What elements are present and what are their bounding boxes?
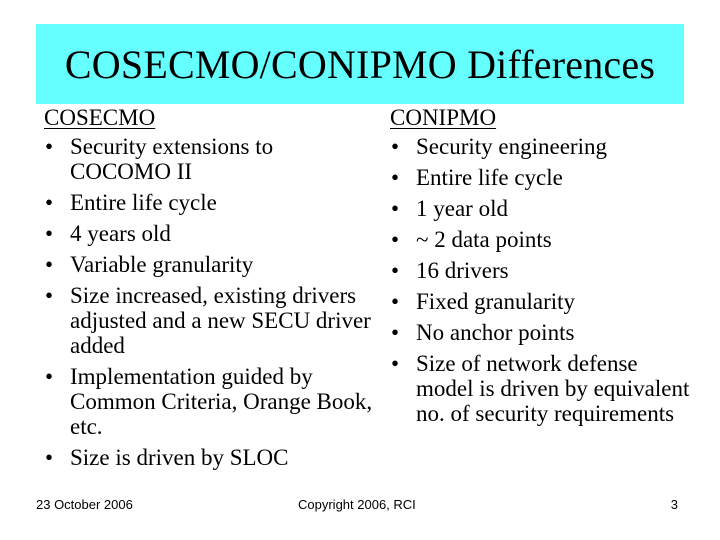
list-item-text: 4 years old	[70, 221, 171, 246]
list-item	[390, 289, 690, 314]
cosecmo-heading: COSECMO	[44, 105, 156, 130]
bullet-glyph: •	[45, 445, 54, 470]
footer-copyright: Copyright 2006, RCI	[298, 497, 416, 512]
bullet-glyph: •	[45, 221, 54, 246]
list-item	[390, 165, 690, 190]
list-item	[44, 364, 374, 439]
bullet-glyph: •	[45, 190, 54, 215]
bullet-glyph: •	[391, 165, 400, 190]
list-item	[44, 221, 374, 246]
list-item	[44, 445, 374, 470]
title-bar	[36, 24, 684, 104]
list-item-text: Implementation guided by Common Criteria, Orange Book, etc.	[70, 364, 373, 439]
footer-date: 23 October 2006	[36, 497, 133, 512]
list-item	[390, 227, 690, 252]
bullet-glyph: •	[45, 134, 54, 159]
list-item-text: 16 drivers	[416, 258, 509, 283]
bullet-glyph: •	[45, 364, 54, 389]
list-item-text: Security extensions to COCOMO II	[70, 134, 274, 184]
conipmo-heading: CONIPMO	[390, 105, 497, 130]
list-item-text: Variable granularity	[70, 252, 254, 277]
footer-page-number: 3	[670, 497, 678, 512]
list-item-text: Entire life cycle	[70, 190, 217, 215]
list-item	[390, 351, 690, 426]
slide-title: COSECMO/CONIPMO Differences	[64, 41, 656, 87]
list-item-text: Size of network defense model is driven by equivalent no. of security requirements	[416, 351, 690, 426]
bullet-glyph: •	[391, 351, 400, 376]
list-item-text: Size increased, existing drivers adjusted and a new SECU driver added	[70, 283, 371, 358]
bullet-glyph: •	[391, 320, 400, 345]
list-item	[44, 190, 374, 215]
list-item	[390, 134, 690, 159]
cosecmo-column	[44, 104, 374, 476]
list-item-text: 1 year old	[416, 196, 508, 221]
conipmo-column	[390, 104, 690, 432]
list-item-text: Security engineering	[416, 134, 607, 159]
list-item-text: Size is driven by SLOC	[70, 445, 289, 470]
list-item	[390, 196, 690, 221]
bullet-glyph: •	[391, 258, 400, 283]
cosecmo-list	[44, 134, 374, 470]
list-item-text: Entire life cycle	[416, 165, 563, 190]
bullet-glyph: •	[45, 252, 54, 277]
list-item-text: ~ 2 data points	[416, 227, 552, 252]
list-item-text: No anchor points	[416, 320, 575, 345]
conipmo-list	[390, 134, 690, 426]
list-item	[390, 258, 690, 283]
list-item	[44, 283, 374, 358]
bullet-glyph: •	[391, 289, 400, 314]
bullet-glyph: •	[391, 227, 400, 252]
bullet-glyph: •	[391, 196, 400, 221]
list-item	[390, 320, 690, 345]
list-item	[44, 252, 374, 277]
list-item	[44, 134, 374, 184]
bullet-glyph: •	[391, 134, 400, 159]
list-item-text: Fixed granularity	[416, 289, 576, 314]
bullet-glyph: •	[45, 283, 54, 308]
